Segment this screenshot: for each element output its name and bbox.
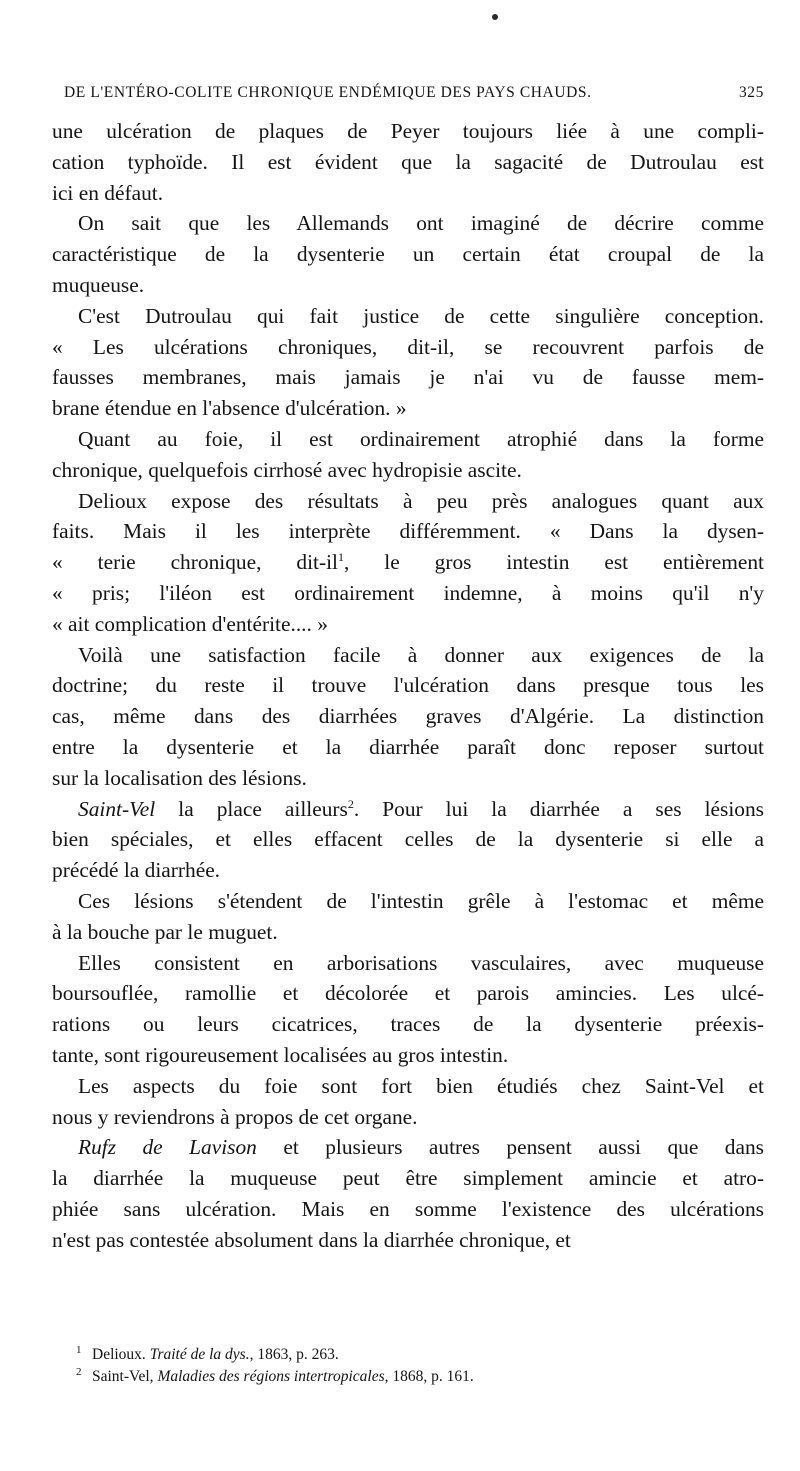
text-line: Voilà une satisfaction facile à donner aux exigences de la xyxy=(78,642,764,667)
text-line: cation typhoïde. Il est évident que la sagacité de Dutroulau est xyxy=(52,149,764,174)
line-text: , le gros intestin est entièrement xyxy=(343,550,764,575)
text-line: C'est Dutroulau qui fait justice de cette singulière conception. xyxy=(78,303,764,328)
text-line: « ait complication d'entérite.... » xyxy=(52,611,328,636)
footnote-citation: , 1868, p. 161. xyxy=(384,1368,474,1385)
text-line: doctrine; du reste il trouve l'ulcération dans presque tous les xyxy=(52,673,764,698)
text-line: Delioux expose des résultats à peu près analogues quant aux xyxy=(78,488,764,513)
footnotes xyxy=(76,1344,756,1388)
line-text: . Pour lui la diarrhée a ses lésions xyxy=(353,796,764,821)
text-line: une ulcération de plaques de Peyer toujours liée à une compli- xyxy=(52,119,764,143)
text-line: fausses membranes, mais jamais je n'ai vu de fausse mem- xyxy=(52,365,764,390)
footnote-author: Saint-Vel, xyxy=(92,1368,158,1385)
line-text: « terie chronique, dit-il xyxy=(52,550,338,575)
text-line: brane étendue en l'absence d'ulcération. » xyxy=(52,396,407,421)
text-line: chronique, quelquefois cirrhosé avec hydropisie ascite. xyxy=(52,457,522,482)
text-line xyxy=(52,794,764,825)
text-line: à la bouche par le muguet. xyxy=(52,919,278,944)
footnote-title: Traité de la dys. xyxy=(149,1346,250,1363)
text-line: rations ou leurs cicatrices, traces de la dysenterie préexis- xyxy=(52,1012,764,1037)
text-line: tante, sont rigoureusement localisées au gros intestin. xyxy=(52,1042,509,1067)
running-head xyxy=(64,84,764,102)
text-line: faits. Mais il les interprète différemment. « Dans la dysen- xyxy=(52,519,764,544)
text-line: phiée sans ulcération. Mais en somme l'existence des ulcérations xyxy=(52,1196,764,1221)
text-line: muqueuse. xyxy=(52,272,145,297)
text-line xyxy=(52,547,764,578)
line-text: la place ailleurs xyxy=(155,796,348,821)
text-line: précédé la diarrhée. xyxy=(52,858,221,883)
footnote-citation: , 1863, p. 263. xyxy=(249,1346,339,1363)
footnote-author: Delioux. xyxy=(92,1346,150,1363)
text-line: « Les ulcérations chroniques, dit-il, se recouvrent parfois de xyxy=(52,334,764,359)
author-name: Rufz de Lavison xyxy=(78,1135,257,1160)
text-line: caractéristique de la dysenterie un certain état croupal de la xyxy=(52,242,764,267)
text-line: ici en défaut. xyxy=(52,180,164,205)
running-title: DE L'ENTÉRO-COLITE CHRONIQUE ENDÉMIQUE DES PAYS CHAUDS. xyxy=(64,84,592,101)
printer-mark xyxy=(492,14,498,20)
line-text: et plusieurs autres pensent aussi que dans xyxy=(256,1135,764,1160)
footnote: 1 Delioux. Traité de la dys., 1863, p. 263. xyxy=(76,1343,339,1363)
text-line: n'est pas contestée absolument dans la diarrhée chronique, et xyxy=(52,1227,571,1252)
text-line: « pris; l'iléon est ordinairement indemne, à moins qu'il n'y xyxy=(52,580,764,605)
text-line: cas, même dans des diarrhées graves d'Algérie. La distinction xyxy=(52,704,764,729)
author-name: Saint-Vel xyxy=(78,796,156,821)
footnote: 2 Saint-Vel, Maladies des régions intertropicales, 1868, p. 161. xyxy=(76,1365,474,1385)
text-line: Elles consistent en arborisations vasculaires, avec muqueuse xyxy=(78,950,764,975)
text-line: Quant au foie, il est ordinairement atrophié dans la forme xyxy=(78,426,764,451)
text-line: Ces lésions s'étendent de l'intestin grêle à l'estomac et même xyxy=(78,888,764,913)
footnote-ref: 2 xyxy=(347,796,354,811)
footnote-title: Maladies des régions intertropicales xyxy=(157,1368,385,1385)
text-line: On sait que les Allemands ont imaginé de décrire comme xyxy=(78,211,764,236)
text-line: sur la localisation des lésions. xyxy=(52,765,307,790)
text-line: entre la dysenterie et la diarrhée paraît donc reposer surtout xyxy=(52,734,764,759)
text-line: nous y reviendrons à propos de cet organe. xyxy=(52,1104,418,1129)
text-line: la diarrhée la muqueuse peut être simplement amincie et atro- xyxy=(52,1166,764,1191)
body-text xyxy=(52,116,764,1255)
page-number: 325 xyxy=(738,84,764,101)
text-line: boursouflée, ramollie et décolorée et parois amincies. Les ulcé- xyxy=(52,981,764,1006)
text-line xyxy=(52,1132,764,1163)
footnote-ref: 1 xyxy=(337,550,344,565)
text-line: bien spéciales, et elles effacent celles de la dysenterie si elle a xyxy=(52,827,764,852)
text-line: Les aspects du foie sont fort bien étudiés chez Saint-Vel et xyxy=(78,1073,764,1098)
